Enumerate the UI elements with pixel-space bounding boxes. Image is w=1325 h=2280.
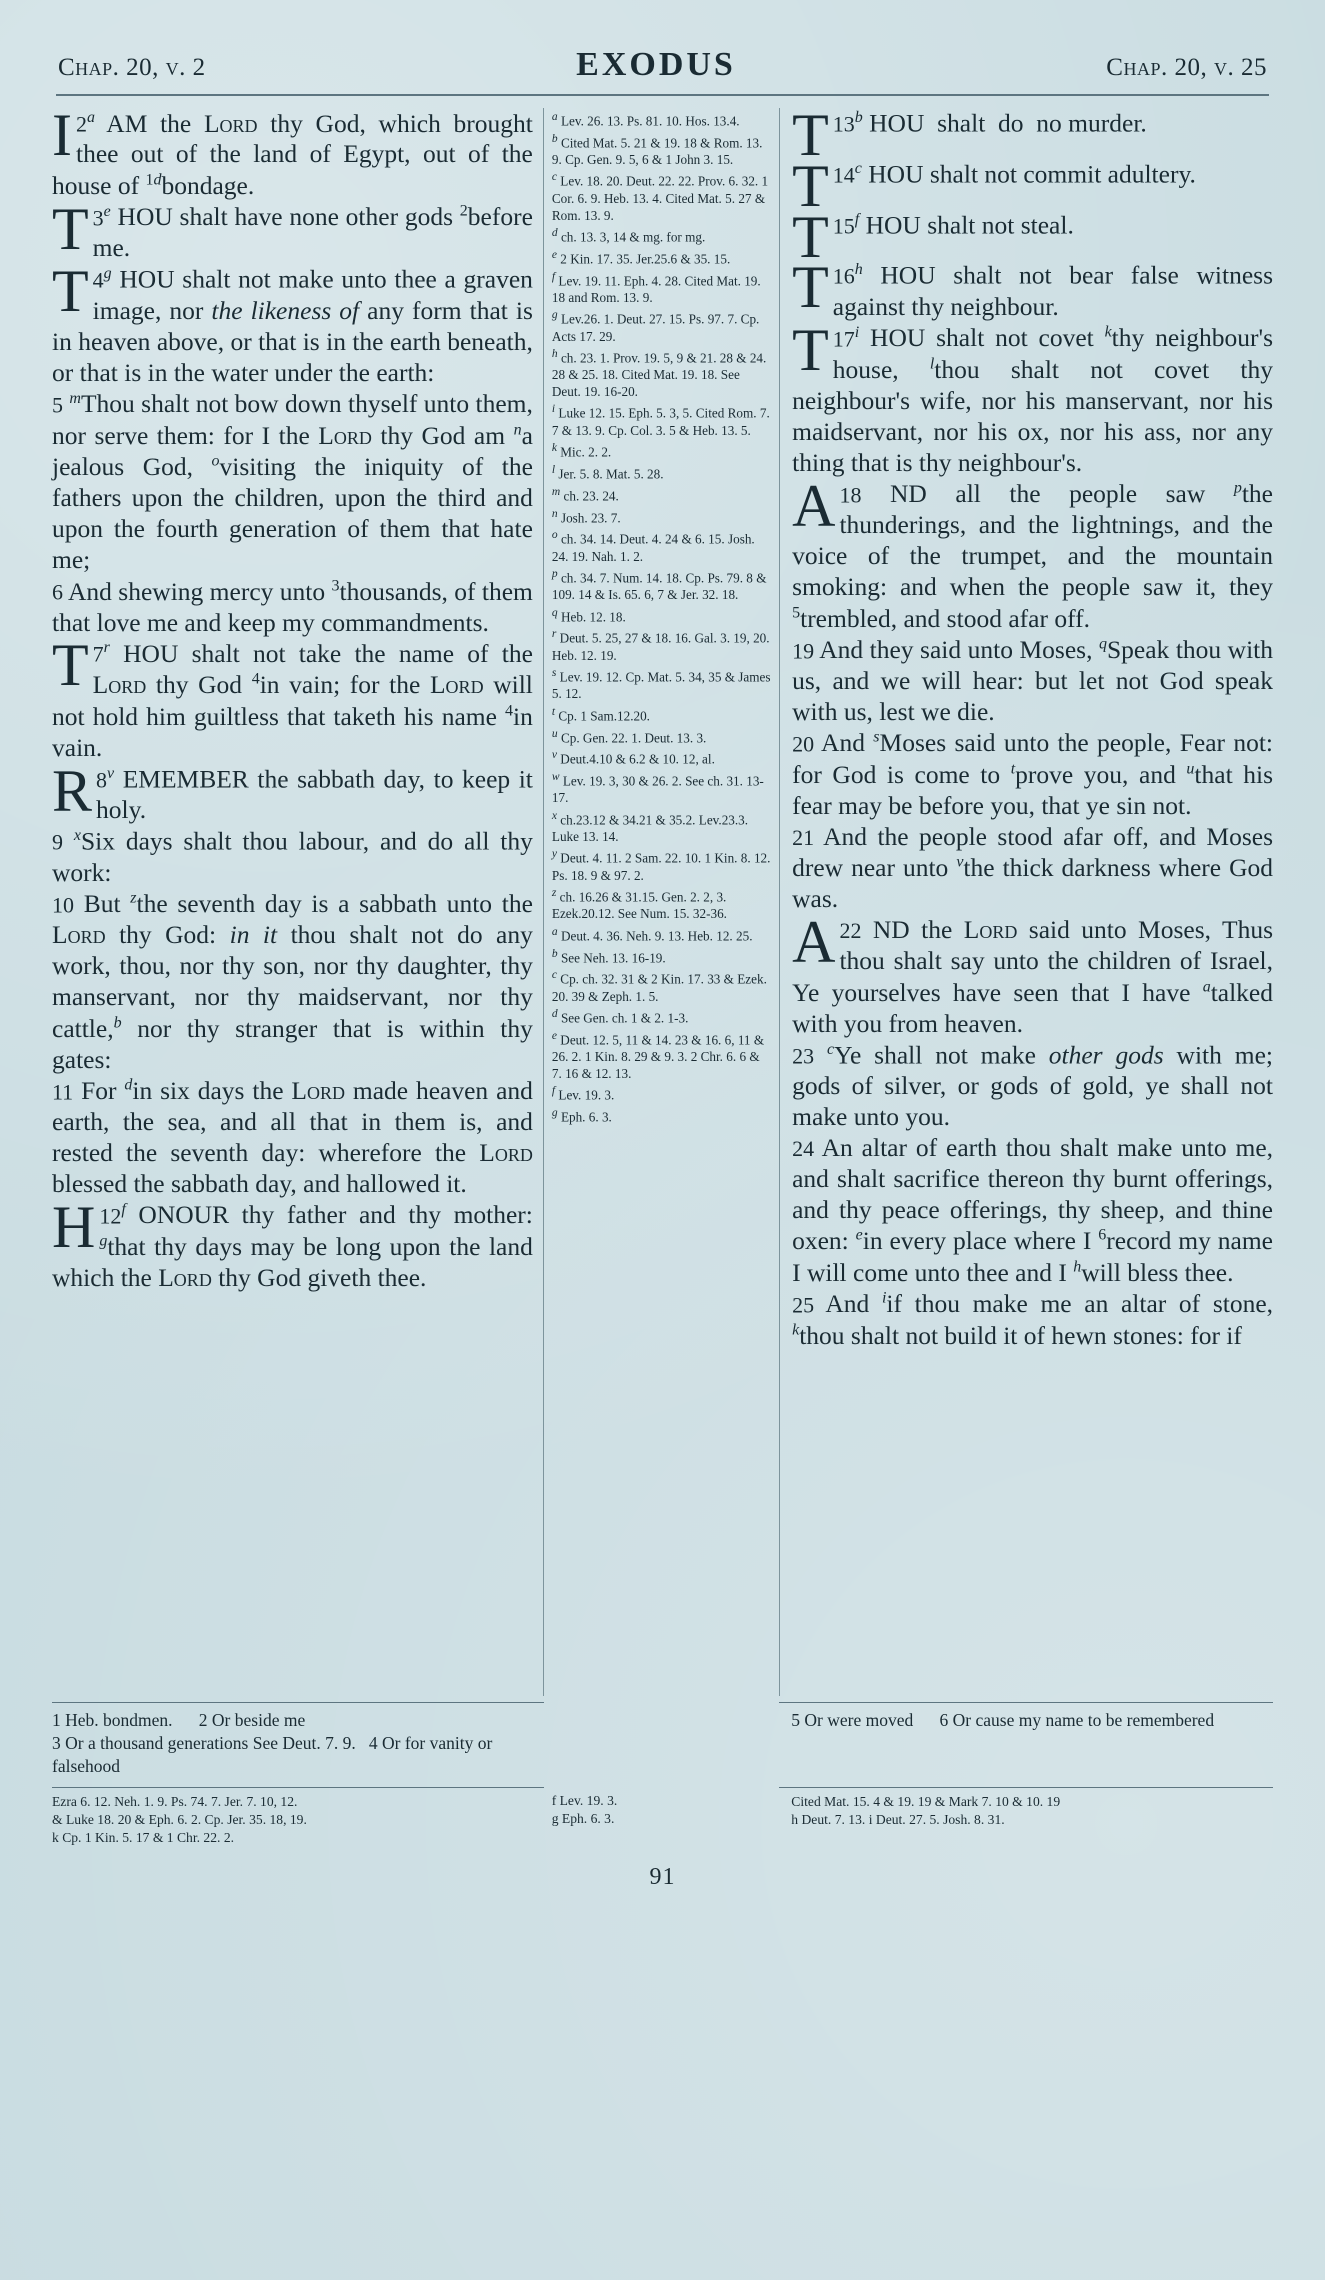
verse-text: Six days shalt thou labour, and do all thy work: <box>52 826 533 887</box>
page-number: 91 <box>649 1864 676 1891</box>
center-note: d See Gen. ch. 1 & 2. 1-3. <box>551 1008 689 1026</box>
drop-cap: H <box>52 1199 96 1260</box>
verse-9: 9 $^x$Six days shalt thou labour, and do all thy work: <box>52 826 533 887</box>
verse-19 <box>792 635 1273 728</box>
verse-number: 21 <box>792 824 815 850</box>
verse-5: 5 $^m$Thou shalt not bow down thyself unto them, nor serve them: for I the Lord thy God am $^n$a jealous God, $^o$visiting the iniquity of the fathers upon the children, upon the third and upon the fourth generation of them that hate me; <box>52 389 533 575</box>
center-note: x ch.23.12 & 34.21 & 35.2. Lev.23.3. Luke 13. 14. <box>551 809 749 845</box>
verse-text: And $^s$Moses said unto the people, Fear not: for God is come to $^t$prove you, and $^u$that his fear may be before you, that ye sin not. <box>792 728 1274 820</box>
bottom-references-right <box>779 1787 1273 1846</box>
footnote-item: 1 Heb. bondmen. <box>52 1710 173 1730</box>
verse-number: 20 <box>792 731 815 757</box>
footnote-item: 4 Or for vanity or falsehood <box>52 1732 493 1776</box>
center-note: h ch. 23. 1. Prov. 19. 5, 9 & 21. 28 & 24. 28 & 25. 18. Cited Mat. 19. 18. See Deut. 19. 16-20. <box>551 347 767 400</box>
reference-line: h Deut. 7. 13. i Deut. 27. 5. Josh. 8. 31. <box>791 1811 1005 1827</box>
footnotes-right <box>779 1702 1273 1777</box>
center-note: k Mic. 2. 2. <box>551 442 612 460</box>
verse-text: HOU shalt not covet $^k$thy neighbour's house, $^l$thou shalt not covet thy neighbour's wife, nor his manservant, nor his maidservant, nor his ox, nor his ass, nor any thing that is thy neighbour's. <box>792 323 1273 477</box>
right-text-column <box>780 108 1273 1352</box>
verse-text: Ye shall not make other gods with me; gods of silver, or gods of gold, ye shall not make unto you. <box>792 1040 1274 1132</box>
drop-cap: T <box>792 260 829 321</box>
verse-number: 7 <box>92 641 104 667</box>
verse-text: For $^d$in six days the Lord made heaven and earth, the sea, and all that in them is, and rested the seventh day: wherefore the Lord blessed the sabbath day, and hallowed it. <box>52 1076 533 1198</box>
center-note: f Lev. 19. 11. Eph. 4. 28. Cited Mat. 19. 18 and Rom. 13. 9. <box>551 270 761 305</box>
verse-13: 13$^b$ T HOU shalt do no murder. <box>792 108 1147 159</box>
drop-cap: T <box>792 209 829 261</box>
footnote-item: 5 Or were moved <box>791 1710 914 1730</box>
verse-16: 16$^h$ T HOU shalt not bear false witness against thy neighbour. <box>792 260 1273 321</box>
verse-text: HOU shalt not steal. <box>865 210 1074 240</box>
verse-text: HOU shalt do no murder. <box>869 108 1147 138</box>
drop-cap: I <box>52 108 72 168</box>
verse-3: 3e T HOU shalt have none other gods $^2$before me. <box>52 201 533 263</box>
center-note: a Deut. 4. 36. Neh. 9. 13. Heb. 12. 25. <box>551 925 753 944</box>
verse-text: AM the Lord thy God, which brought thee out of the land of Egypt, out of the house of $^{1d}$bondage. <box>52 108 533 200</box>
drop-cap: T <box>52 201 89 262</box>
verse-number: 25 <box>792 1292 815 1318</box>
center-reference-column <box>543 108 780 1696</box>
center-note: u Cp. Gen. 22. 1. Deut. 13. 3. <box>551 727 707 745</box>
reference-line: k Cp. 1 Kin. 5. 17 & 1 Chr. 22. 2. <box>52 1829 235 1845</box>
center-note: z ch. 16.26 & 31.15. Gen. 2. 2, 3. Ezek.20.12. See Num. 15. 32-36. <box>551 887 727 922</box>
center-note: g Lev.26. 1. Deut. 27. 15. Ps. 97. 7. Cp. Acts 17. 29. <box>551 309 760 344</box>
drop-cap: T <box>792 108 829 159</box>
verse-number: 11 <box>52 1079 74 1105</box>
header-rule <box>56 94 1269 96</box>
center-note: b Cited Mat. 5. 21 & 19. 18 & Rom. 13. 9. Cp. Gen. 9. 5, 6 & 1 John 3. 15. <box>551 132 763 168</box>
center-note: a Lev. 26. 13. Ps. 81. 10. Hos. 13.4. <box>551 111 740 129</box>
verse-number: 5 <box>52 392 63 418</box>
verse-text: EMEMBER the sabbath day, to keep it holy. <box>96 764 533 825</box>
verse-22 <box>792 915 1273 1039</box>
verse-number: 18 <box>839 482 862 508</box>
drop-cap: T <box>792 158 829 210</box>
center-notes-list <box>552 110 771 1126</box>
book-title: EXODUS <box>576 46 736 83</box>
header-right-reference: Chap. 20, v. 25 <box>1106 54 1267 81</box>
verse-text: But $^z$the seventh day is a sabbath unto the Lord thy God: in it thou shalt not do any work, thou, nor thy son, nor thy daughter, thy manservant, nor thy maidservant, nor thy cattle,$^b$ nor thy stranger that is within thy gates: <box>52 889 533 1074</box>
verse-20 <box>792 728 1273 822</box>
verse-2: 2$^a$ I AM the Lord thy God, which brought thee out of the land of Egypt, out of the house of $^{1d}$bondage. <box>52 108 533 200</box>
page-body <box>52 108 1273 1696</box>
center-note: g Eph. 6. 3. <box>551 1107 612 1125</box>
center-note: e 2 Kin. 17. 35. Jer.25.6 & 35. 15. <box>551 248 731 267</box>
drop-cap: T <box>52 264 89 325</box>
verse-text: HOU shalt not bear false witness against thy neighbour. <box>832 260 1273 321</box>
center-note: n Josh. 23. 7. <box>551 507 621 525</box>
drop-cap: R <box>52 763 93 824</box>
center-note: q Heb. 12. 18. <box>551 606 626 625</box>
verse-21 <box>792 822 1273 915</box>
verse-number: 4 <box>92 267 104 293</box>
verse-number: 2 <box>75 111 87 137</box>
verse-number: 3 <box>92 205 104 231</box>
center-note: f Lev. 19. 3. <box>551 1085 615 1103</box>
verse-number: 12 <box>99 1203 122 1229</box>
center-note: t Cp. 1 Sam.12.20. <box>551 705 650 724</box>
verse-number: 8 <box>96 767 108 793</box>
verse-8: 8$^v$ R EMEMBER the sabbath day, to keep it holy. <box>52 763 533 825</box>
verse-number: 10 <box>52 892 74 918</box>
verse-12: 12$^f$ H ONOUR thy father and thy mother: $^g$that thy days may be long upon the land which the Lord thy God giveth thee. <box>52 1199 533 1292</box>
verse-text: ONOUR thy father and thy mother: $^g$that thy days may be long upon the land which the Lord thy God giveth thee. <box>52 1200 533 1292</box>
verse-text: ND the Lord said unto Moses, Thus thou shalt say unto the children of Israel, Ye yourselves have seen that I have $^a$talked with you from heaven. <box>792 915 1273 1038</box>
center-note: l Jer. 5. 8. Mat. 5. 28. <box>551 463 664 482</box>
verse-text: And $^i$if thou make me an altar of stone, $^k$thou shalt not build it of hewn stones: for if <box>792 1289 1274 1350</box>
verse-text: HOU shalt have none other gods $^2$before me. <box>92 202 533 263</box>
center-note: c Lev. 18. 20. Deut. 22. 22. Prov. 6. 32. 1 Cor. 6. 9. Heb. 13. 4. Cited Mat. 5. 27 & Rom. 13. 9. <box>551 171 769 223</box>
drop-cap: A <box>792 478 836 539</box>
footnotes-center-spacer <box>544 1702 780 1777</box>
footnotes-left <box>52 1702 544 1777</box>
verse-text: An altar of earth thou shalt make unto me, and shalt sacrifice thereon thy burnt offerings, and thy peace offerings, thy sheep, and thine oxen: $^e$in every place where I $^6$record my name I will come unto thee and I $^h$will bless thee. <box>792 1133 1274 1287</box>
verse-24 <box>792 1133 1273 1289</box>
reference-line: Cited Mat. 15. 4 & 19. 19 & Mark 7. 10 & 10. 19 <box>791 1794 1061 1810</box>
drop-cap: T <box>792 322 829 383</box>
verse-number: 15 <box>832 213 855 239</box>
center-note: o ch. 34. 14. Deut. 4. 24 & 6. 15. Josh. 24. 19. Nah. 1. 2. <box>551 529 755 564</box>
verse-number: 23 <box>792 1043 815 1069</box>
verse-10 <box>52 889 533 1076</box>
reference-line: f Lev. 19. 3. <box>551 1793 618 1809</box>
verse-text: ND all the people saw $^p$the thunderings, and the lightnings, and the voice of the trumpet, and the mountain smoking: and when the people saw it, they $^5$trembled, and stood afar off. <box>792 479 1273 633</box>
footnote-item: 6 Or cause my name to be remembered <box>939 1710 1215 1730</box>
reference-line: g Eph. 6. 3. <box>551 1810 615 1826</box>
center-note: d ch. 13. 3, 14 & mg. for mg. <box>551 227 706 245</box>
verse-text: Thou shalt not bow down thyself unto them, nor serve them: for I the Lord thy God am $^n$a jealous God, $^o$visiting the iniquity of the fathers upon the children, upon the third and upon the fourth generation of them that hate me; <box>52 389 533 575</box>
verse-11 <box>52 1076 533 1200</box>
drop-cap: T <box>52 638 89 699</box>
bottom-references-left <box>52 1787 544 1846</box>
left-text-column <box>52 108 543 1294</box>
header-left-reference: Chap. 20, v. 2 <box>58 54 206 81</box>
verse-number: 24 <box>792 1136 815 1162</box>
center-note: v Deut.4.10 & 6.2 & 10. 12, al. <box>551 749 715 767</box>
verse-number: 14 <box>832 162 855 188</box>
verse-text: HOU shalt not make unto thee a graven image, nor the likeness of any form that is in heaven above, or that is in the earth beneath, or that is in the water under the earth: <box>52 264 533 387</box>
verse-number: 22 <box>839 918 862 944</box>
verse-17: 17$^i$ T HOU shalt not covet $^k$thy neighbour's house, $^l$thou shalt not covet thy neighbour's wife, nor his manservant, nor his maidservant, nor his ox, nor his ass, nor any thing that is thy neighbour's. <box>792 322 1273 477</box>
center-note: e Deut. 12. 5, 11 & 14. 23 & 16. 6, 11 & 26. 2. 1 Kin. 8. 29 & 9. 3. 2 Chr. 6. 6 & 7. 16 & 12. 13. <box>551 1029 765 1081</box>
reference-line: Ezra 6. 12. Neh. 1. 9. Ps. 74. 7. Jer. 7. 10, 12. <box>52 1794 298 1810</box>
verse-text: And they said unto Moses, $^q$Speak thou with us, and we will hear: but let not God speak with us, lest we die. <box>792 635 1273 726</box>
verse-number: 16 <box>832 263 855 289</box>
center-note: p ch. 34. 7. Num. 14. 18. Cp. Ps. 79. 8 & 109. 14 & Is. 65. 6, 7 & Jer. 32. 18. <box>551 567 767 603</box>
bottom-references-row <box>52 1787 1273 1846</box>
verse-7: 7$^r$ T HOU shalt not take the name of the Lord thy God $^4$in vain; for the Lord will not hold him guiltless that taketh his name $^4$in vain. <box>52 638 533 762</box>
center-note: r Deut. 5. 25, 27 & 18. 16. Gal. 3. 19, 20. Heb. 12. 19. <box>551 628 770 663</box>
center-note: b See Neh. 13. 16-19. <box>551 947 666 965</box>
verse-25 <box>792 1289 1273 1352</box>
footnote-item: 2 Or beside me <box>198 1710 306 1730</box>
verse-18 <box>792 479 1273 635</box>
drop-cap: A <box>792 915 836 976</box>
verse-6 <box>52 576 533 638</box>
verse-number: 19 <box>792 638 815 664</box>
verse-15: 15$^f$ T HOU shalt not steal. <box>792 209 1074 261</box>
footnote-item: 3 Or a thousand generations See Deut. 7. 9. <box>52 1732 356 1753</box>
verse-number: 9 <box>52 829 63 855</box>
center-note: m ch. 23. 24. <box>551 485 619 504</box>
center-note: w Lev. 19. 3, 30 & 26. 2. See ch. 31. 13-17. <box>551 771 764 806</box>
verse-14: 14$^c$ T HOU shalt not commit adultery. <box>792 158 1196 210</box>
verse-4: 4$^g$ T HOU shalt not make unto thee a graven image, nor the likeness of any form that is in heaven above, or that is in the earth beneath, or that is in the water under the earth: <box>52 264 533 387</box>
bottom-references-center <box>544 1787 780 1846</box>
verse-number: 17 <box>832 326 855 352</box>
verse-text: And shewing mercy unto $^3$thousands, of them that love me and keep my commandments. <box>52 576 533 637</box>
footnotes-row <box>52 1702 1273 1777</box>
verse-text: HOU shalt not commit adultery. <box>868 159 1196 189</box>
verse-23: 23 $^c$Ye shall not make other gods with me; gods of silver, or gods of gold, ye shall not make unto you. <box>792 1040 1274 1132</box>
verse-text: HOU shalt not take the name of the Lord thy God $^4$in vain; for the Lord will not hold him guiltless that taketh his name $^4$in vain. <box>52 638 533 762</box>
verse-number: 13 <box>832 111 855 137</box>
center-note: s Lev. 19. 12. Cp. Mat. 5. 34, 35 & James 5. 12. <box>551 667 771 702</box>
verse-text: And the people stood afar off, and Moses drew near unto $^v$the thick darkness where God was. <box>792 821 1273 914</box>
verse-number: 6 <box>52 579 63 605</box>
center-note: y Deut. 4. 11. 2 Sam. 22. 10. 1 Kin. 8. 12. Ps. 18. 9 & 97. 2. <box>551 848 771 883</box>
reference-line: & Luke 18. 20 & Eph. 6. 2. Cp. Jer. 35. 18, 19. <box>52 1811 307 1827</box>
page-header <box>52 46 1273 90</box>
center-note: i Luke 12. 15. Eph. 5. 3, 5. Cited Rom. 7. 7 & 13. 9. Cp. Col. 3. 5 & Heb. 13. 5. <box>551 403 770 438</box>
center-note: c Cp. ch. 32. 31 & 2 Kin. 17. 33 & Ezek. 20. 39 & Zeph. 1. 5. <box>551 969 767 1004</box>
